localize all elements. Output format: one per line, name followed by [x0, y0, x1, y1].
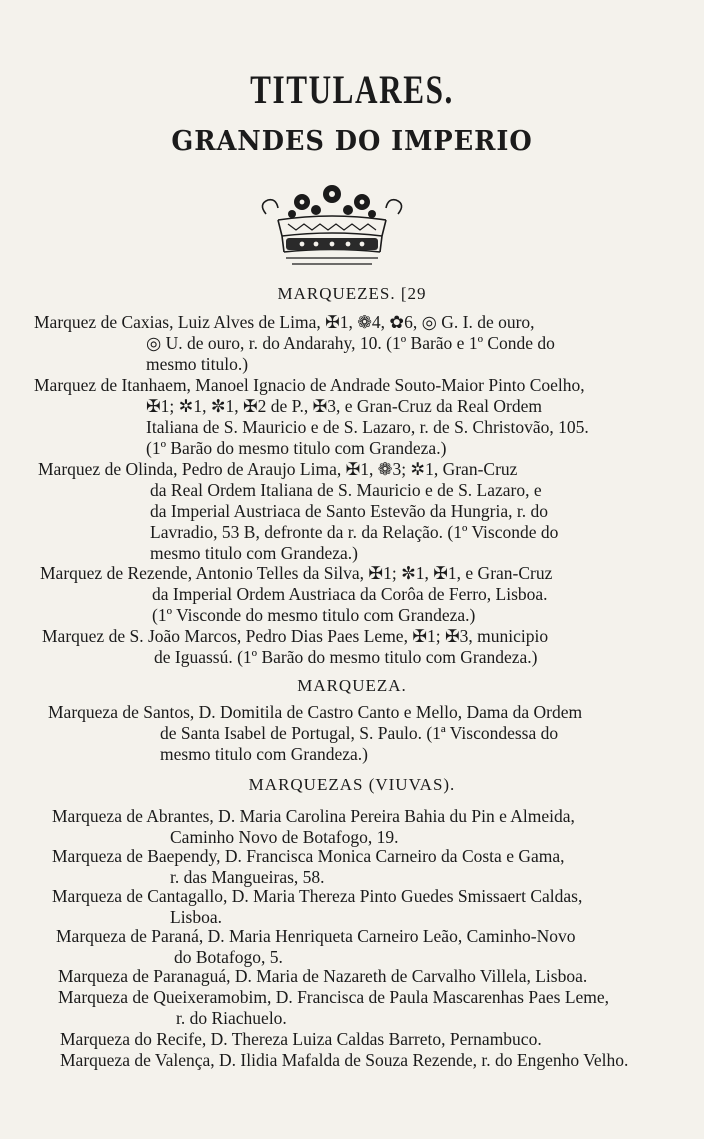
entry-line: Marqueza de Abrantes, D. Maria Carolina Pereira Bahia du Pin e Almeida,: [52, 806, 575, 826]
entry-line: mesmo titulo com Grandeza.): [160, 744, 368, 764]
entry-line: Marqueza de Paraná, D. Maria Henriqueta Carneiro Leão, Caminho-Novo: [56, 926, 576, 946]
list-item: [58, 987, 674, 1029]
list-item: [42, 626, 666, 668]
section-subtitle: GRANDES DO IMPERIO: [171, 126, 533, 157]
entry-line: Marqueza do Recife, D. Thereza Luiza Caldas Barreto, Pernambuco.: [60, 1029, 542, 1049]
list-item: [60, 1050, 674, 1071]
list-item: [40, 563, 666, 626]
entry-line: da Imperial Austriaca de Santo Estevão da Hungria, r. do: [150, 501, 549, 521]
list-item: [48, 702, 668, 765]
entry-line: Marquez de S. João Marcos, Pedro Dias Paes Leme, ✠1; ✠3, municipio: [42, 626, 549, 646]
entry-line: Marquez de Olinda, Pedro de Araujo Lima, ✠1, ❁3; ✲1, Gran-Cruz: [38, 459, 518, 479]
list-item: [60, 1029, 674, 1050]
entry-line: ◎ U. de ouro, r. do Andarahy, 10. (1º Barão e 1º Conde do: [146, 333, 555, 353]
entry-line: Marquez de Rezende, Antonio Telles da Silva, ✠1; ✼1, ✠1, e Gran-Cruz: [40, 563, 553, 583]
entry-line: mesmo titulo com Grandeza.): [150, 543, 358, 563]
entry-line: de Santa Isabel de Portugal, S. Paulo. (1ª Viscondessa do: [160, 723, 559, 743]
entry-line: Marqueza de Queixeramobim, D. Francisca de Paula Mascarenhas Paes Leme,: [58, 987, 610, 1007]
entry-line: de Iguassú. (1º Barão do mesmo titulo com Grandeza.): [154, 647, 538, 667]
entry-line: da Real Ordem Italiana de S. Mauricio e de S. Lazaro, e: [150, 480, 542, 500]
entry-line: do Botafogo, 5.: [174, 947, 283, 967]
list-item: [56, 926, 672, 968]
entry-line: Marqueza de Cantagallo, D. Maria Thereza Pinto Guedes Smissaert Caldas,: [52, 886, 583, 906]
list-item: [34, 375, 666, 459]
list-item: [52, 846, 672, 888]
entry-line: ✠1; ✲1, ✼1, ✠2 de P., ✠3, e Gran-Cruz da Real Ordem: [146, 396, 543, 416]
list-item: [34, 312, 666, 375]
entry-line: mesmo titulo.): [146, 354, 249, 374]
entry-line: (1º Visconde do mesmo titulo com Grandeza.): [152, 605, 476, 625]
crown-ornament-icon: [252, 180, 412, 272]
list-item: [38, 459, 666, 564]
section-heading-marquezes: MARQUEZES. [29: [277, 284, 427, 303]
entry-line: (1º Barão do mesmo titulo com Grandeza.): [146, 438, 447, 458]
page-title: TITULARES.: [250, 67, 454, 112]
entry-line: Marquez de Caxias, Luiz Alves de Lima, ✠1, ❁4, ✿6, ◎ G. I. de ouro,: [34, 312, 535, 332]
entry-line: Marqueza de Paranaguá, D. Maria de Nazareth de Carvalho Villela, Lisboa.: [58, 966, 588, 986]
entry-line: da Imperial Ordem Austriaca da Corôa de Ferro, Lisboa.: [152, 584, 548, 604]
list-item: [52, 886, 672, 928]
entry-line: Marqueza de Santos, D. Domitila de Castro Canto e Mello, Dama da Ordem: [48, 702, 583, 722]
entry-line: Italiana de S. Mauricio e de S. Lazaro, r. de S. Christovão, 105.: [146, 417, 589, 437]
entry-line: Marqueza de Valença, D. Ilidia Mafalda de Souza Rezende, r. do Engenho Velho.: [60, 1050, 629, 1070]
entry-line: r. das Mangueiras, 58.: [170, 867, 325, 887]
list-item: [58, 966, 674, 987]
entry-line: Marqueza de Baependy, D. Francisca Monica Carneiro da Costa e Gama,: [52, 846, 565, 866]
section-heading-viuvas: MARQUEZAS (VIUVAS).: [248, 775, 456, 794]
entry-line: Caminho Novo de Botafogo, 19.: [170, 827, 399, 847]
list-item: [52, 806, 672, 848]
entry-line: Marquez de Itanhaem, Manoel Ignacio de Andrade Souto-Maior Pinto Coelho,: [34, 375, 585, 395]
entry-line: Lisboa.: [170, 907, 223, 927]
entry-line: Lavradio, 53 B, defronte da r. da Relação. (1º Visconde do: [150, 522, 559, 542]
section-heading-marqueza: MARQUEZA.: [297, 676, 407, 695]
entry-line: r. do Riachuelo.: [176, 1008, 287, 1028]
